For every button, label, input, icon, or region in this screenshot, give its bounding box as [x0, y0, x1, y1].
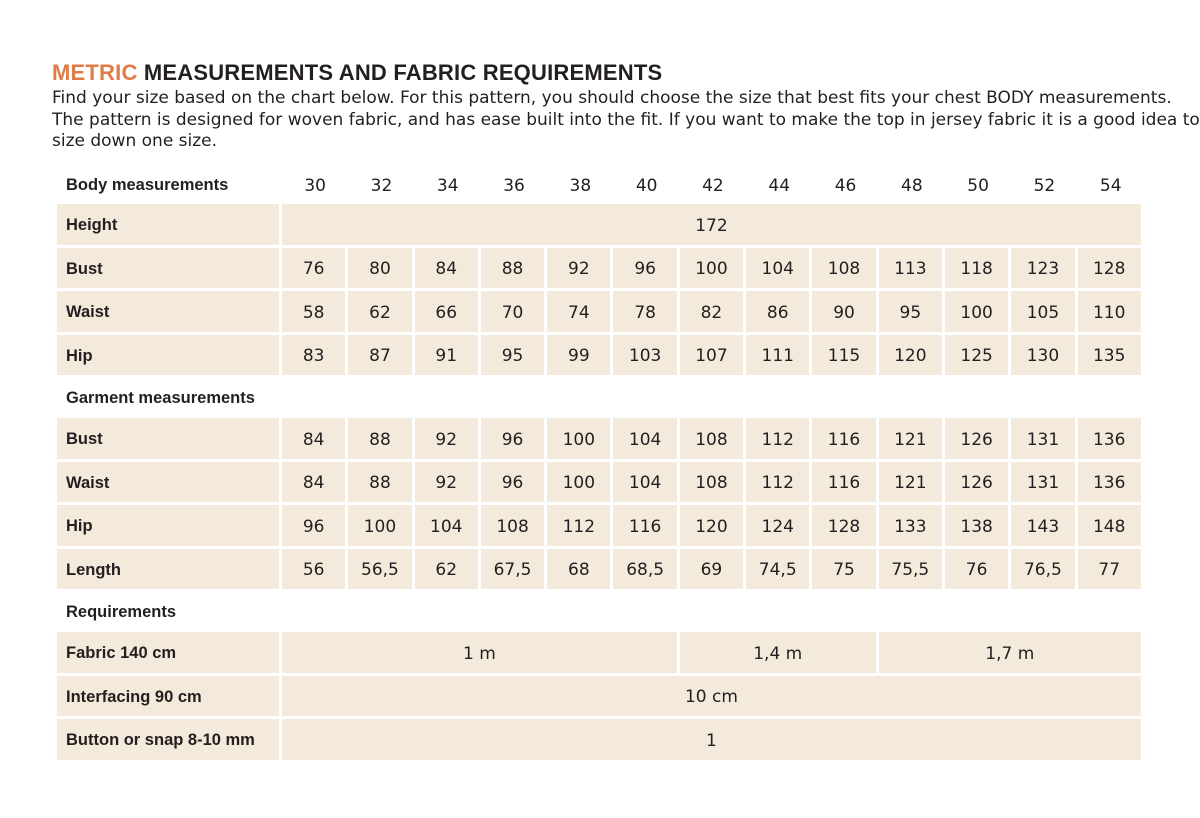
body-hip-cell: 125	[945, 335, 1011, 379]
row-label-garment-length: Length	[57, 549, 282, 593]
garment-waist-cell: 100	[547, 462, 613, 506]
garment-measurements-heading: Garment measurements	[66, 388, 255, 407]
body-hip-cell: 99	[547, 335, 613, 379]
body-hip-cell: 111	[746, 335, 812, 379]
garment-hip-cell: 128	[812, 505, 878, 549]
row-label-garment-hip: Hip	[57, 505, 282, 549]
body-waist-cell: 95	[879, 291, 945, 335]
body-hip-cell: 120	[879, 335, 945, 379]
garment-length-cell: 56,5	[348, 549, 414, 593]
row-label-fabric: Fabric 140 cm	[57, 632, 282, 676]
body-bust-cell: 80	[348, 248, 414, 292]
garment-bust-cell: 96	[481, 418, 547, 462]
garment-waist-cell: 116	[812, 462, 878, 506]
garment-length-cell: 74,5	[746, 549, 812, 593]
body-waist-cell: 105	[1011, 291, 1077, 335]
garment-bust-cell: 84	[282, 418, 348, 462]
body-bust-cell: 88	[481, 248, 547, 292]
garment-hip-cell: 96	[282, 505, 348, 549]
body-waist-cell: 86	[746, 291, 812, 335]
body-bust-cell: 96	[613, 248, 679, 292]
garment-bust-cell: 126	[945, 418, 1011, 462]
garment-bust-cell: 121	[879, 418, 945, 462]
garment-waist-cell: 126	[945, 462, 1011, 506]
garment-waist-cell: 108	[680, 462, 746, 506]
interfacing-value-cell: 10 cm	[282, 676, 1144, 720]
garment-hip-cell: 120	[680, 505, 746, 549]
body-waist-cell: 58	[282, 291, 348, 335]
row-label-interfacing: Interfacing 90 cm	[57, 676, 282, 720]
garment-length-cell: 56	[282, 549, 348, 593]
garment-bust-cell: 100	[547, 418, 613, 462]
garment-waist-cell: 136	[1078, 462, 1144, 506]
garment-hip-cell: 138	[945, 505, 1011, 549]
body-bust-cell: 76	[282, 248, 348, 292]
body-waist-cell: 110	[1078, 291, 1144, 335]
body-waist-cell: 82	[680, 291, 746, 335]
body-waist-cell: 74	[547, 291, 613, 335]
size-header-54: 54	[1099, 175, 1122, 196]
body-waist-cell: 66	[415, 291, 481, 335]
garment-hip-cell: 100	[348, 505, 414, 549]
body-waist-cell: 62	[348, 291, 414, 335]
body-bust-cell: 123	[1011, 248, 1077, 292]
body-hip-cell: 91	[415, 335, 481, 379]
garment-bust-cell: 116	[812, 418, 878, 462]
garment-bust-cell: 108	[680, 418, 746, 462]
body-bust-cell: 108	[812, 248, 878, 292]
garment-waist-cell: 84	[282, 462, 348, 506]
garment-length-cell: 62	[415, 549, 481, 593]
title-rest: MEASUREMENTS AND FABRIC REQUIREMENTS	[143, 60, 663, 85]
height-value-cell: 172	[282, 204, 1144, 248]
garment-bust-cell: 104	[613, 418, 679, 462]
garment-hip-cell: 104	[415, 505, 481, 549]
intro-line-3: size down one size.	[52, 131, 218, 151]
body-measurements-heading: Body measurements	[66, 176, 229, 194]
garment-length-cell: 75,5	[879, 549, 945, 593]
body-bust-cell: 118	[945, 248, 1011, 292]
intro-text	[52, 88, 1200, 153]
garment-length-cell: 68,5	[613, 549, 679, 593]
body-hip-cell: 83	[282, 335, 348, 379]
size-header-50: 50	[967, 175, 989, 196]
size-header-36: 36	[503, 175, 525, 196]
body-bust-cell: 104	[746, 248, 812, 292]
garment-waist-cell: 92	[415, 462, 481, 506]
garment-length-cell: 75	[812, 549, 878, 593]
garment-waist-cell: 131	[1011, 462, 1077, 506]
garment-hip-cell: 133	[879, 505, 945, 549]
garment-bust-cell: 112	[746, 418, 812, 462]
body-hip-cell: 107	[680, 335, 746, 379]
size-header-42: 42	[702, 175, 724, 196]
garment-bust-cell: 88	[348, 418, 414, 462]
size-header-40: 40	[635, 175, 658, 196]
size-chart-table	[57, 167, 1144, 763]
fabric-group-3: 1,7 m	[879, 632, 1144, 676]
garment-length-cell: 67,5	[481, 549, 547, 593]
garment-waist-cell: 96	[481, 462, 547, 506]
garment-bust-cell: 136	[1078, 418, 1144, 462]
body-waist-cell: 70	[481, 291, 547, 335]
title-accent: METRIC	[52, 60, 138, 85]
body-hip-cell: 95	[481, 335, 547, 379]
body-hip-cell: 87	[348, 335, 414, 379]
page-title	[52, 60, 662, 86]
garment-length-cell: 76	[945, 549, 1011, 593]
body-waist-cell: 100	[945, 291, 1011, 335]
body-hip-cell: 135	[1078, 335, 1144, 379]
garment-hip-cell: 108	[481, 505, 547, 549]
garment-waist-cell: 104	[613, 462, 679, 506]
garment-hip-cell: 116	[613, 505, 679, 549]
row-label-height: Height	[57, 204, 282, 248]
body-bust-cell: 128	[1078, 248, 1144, 292]
row-label-button: Button or snap 8-10 mm	[57, 719, 282, 763]
fabric-group-1: 1 m	[282, 632, 680, 676]
garment-hip-cell: 124	[746, 505, 812, 549]
body-bust-cell: 100	[680, 248, 746, 292]
size-header-44: 44	[768, 175, 791, 196]
garment-bust-cell: 131	[1011, 418, 1077, 462]
body-waist-cell: 90	[812, 291, 878, 335]
body-hip-cell: 103	[613, 335, 679, 379]
row-label-body-hip: Hip	[57, 335, 282, 379]
size-header-32: 32	[370, 175, 393, 196]
garment-hip-cell: 143	[1011, 505, 1077, 549]
body-hip-cell: 115	[812, 335, 878, 379]
button-value-cell: 1	[282, 719, 1144, 763]
intro-line-2: The pattern is designed for woven fabric, and has ease built into the fit. If you want to make the top in jersey fabric it is a good idea to	[52, 109, 1200, 130]
garment-length-cell: 77	[1078, 549, 1144, 593]
garment-length-cell: 68	[547, 549, 613, 593]
row-label-garment-bust: Bust	[57, 418, 282, 462]
size-header-52: 52	[1033, 175, 1056, 196]
garment-hip-cell: 148	[1078, 505, 1144, 549]
body-bust-cell: 113	[879, 248, 945, 292]
garment-length-cell: 69	[680, 549, 746, 593]
size-header-38: 38	[569, 175, 592, 196]
row-label-body-waist: Waist	[57, 291, 282, 335]
size-header-48: 48	[901, 175, 923, 196]
garment-waist-cell: 112	[746, 462, 812, 506]
garment-waist-cell: 121	[879, 462, 945, 506]
garment-hip-cell: 112	[547, 505, 613, 549]
garment-length-cell: 76,5	[1011, 549, 1077, 593]
garment-waist-cell: 88	[348, 462, 414, 506]
body-bust-cell: 92	[547, 248, 613, 292]
size-header-46: 46	[834, 175, 857, 196]
row-label-garment-waist: Waist	[57, 462, 282, 506]
requirements-heading: Requirements	[66, 602, 177, 621]
body-waist-cell: 78	[613, 291, 679, 335]
size-header-30: 30	[304, 175, 326, 196]
intro-line-1: Find your size based on the chart below. For this pattern, you should choose the size that best fits your chest BODY measurements.	[52, 88, 1172, 108]
body-hip-cell: 130	[1011, 335, 1077, 379]
size-header-34: 34	[436, 175, 459, 196]
row-label-body-bust: Bust	[57, 248, 282, 292]
fabric-group-2: 1,4 m	[680, 632, 879, 676]
garment-bust-cell: 92	[415, 418, 481, 462]
body-bust-cell: 84	[415, 248, 481, 292]
